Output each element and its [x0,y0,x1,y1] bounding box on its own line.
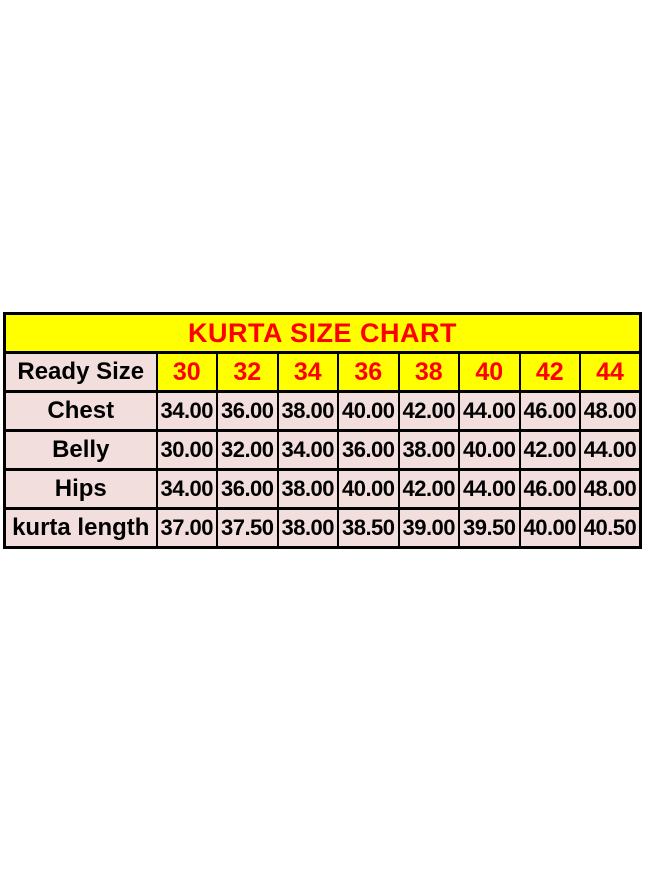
value-cell: 40.00 [459,431,520,470]
size-cell-36: 36 [338,353,399,392]
value-cell: 34.00 [157,392,218,431]
value-cell: 38.00 [399,431,460,470]
value-cell: 48.00 [580,470,641,509]
value-cell: 42.00 [399,470,460,509]
value-cell: 42.00 [399,392,460,431]
value-cell: 37.00 [157,509,218,548]
value-cell: 42.00 [520,431,581,470]
row-label-ready-size: Ready Size [5,353,157,392]
value-cell: 46.00 [520,470,581,509]
value-cell: 40.00 [338,392,399,431]
value-cell: 40.50 [580,509,641,548]
table-row-hips [5,470,641,509]
value-cell: 30.00 [157,431,218,470]
value-cell: 38.50 [338,509,399,548]
size-cell-30: 30 [157,353,218,392]
value-cell: 46.00 [520,392,581,431]
size-cell-40: 40 [459,353,520,392]
size-cell-38: 38 [399,353,460,392]
table-title: KURTA SIZE CHART [5,314,641,353]
value-cell: 44.00 [459,392,520,431]
size-cell-34: 34 [278,353,339,392]
value-cell: 36.00 [338,431,399,470]
value-cell: 40.00 [520,509,581,548]
table-row-kurta-length [5,509,641,548]
value-cell: 32.00 [217,431,278,470]
kurta-size-chart-table [3,312,642,549]
value-cell: 34.00 [157,470,218,509]
row-label-chest: Chest [5,392,157,431]
value-cell: 36.00 [217,470,278,509]
row-label-kurta-length: kurta length [5,509,157,548]
size-cell-44: 44 [580,353,641,392]
row-label-belly: Belly [5,431,157,470]
value-cell: 34.00 [278,431,339,470]
value-cell: 37.50 [217,509,278,548]
value-cell: 38.00 [278,470,339,509]
title-row [5,314,641,353]
value-cell: 44.00 [459,470,520,509]
value-cell: 39.50 [459,509,520,548]
value-cell: 38.00 [278,509,339,548]
row-label-hips: Hips [5,470,157,509]
value-cell: 38.00 [278,392,339,431]
value-cell: 44.00 [580,431,641,470]
table-row-belly [5,431,641,470]
header-row [5,353,641,392]
size-cell-42: 42 [520,353,581,392]
value-cell: 48.00 [580,392,641,431]
table-row-chest [5,392,641,431]
size-cell-32: 32 [217,353,278,392]
value-cell: 39.00 [399,509,460,548]
value-cell: 40.00 [338,470,399,509]
value-cell: 36.00 [217,392,278,431]
